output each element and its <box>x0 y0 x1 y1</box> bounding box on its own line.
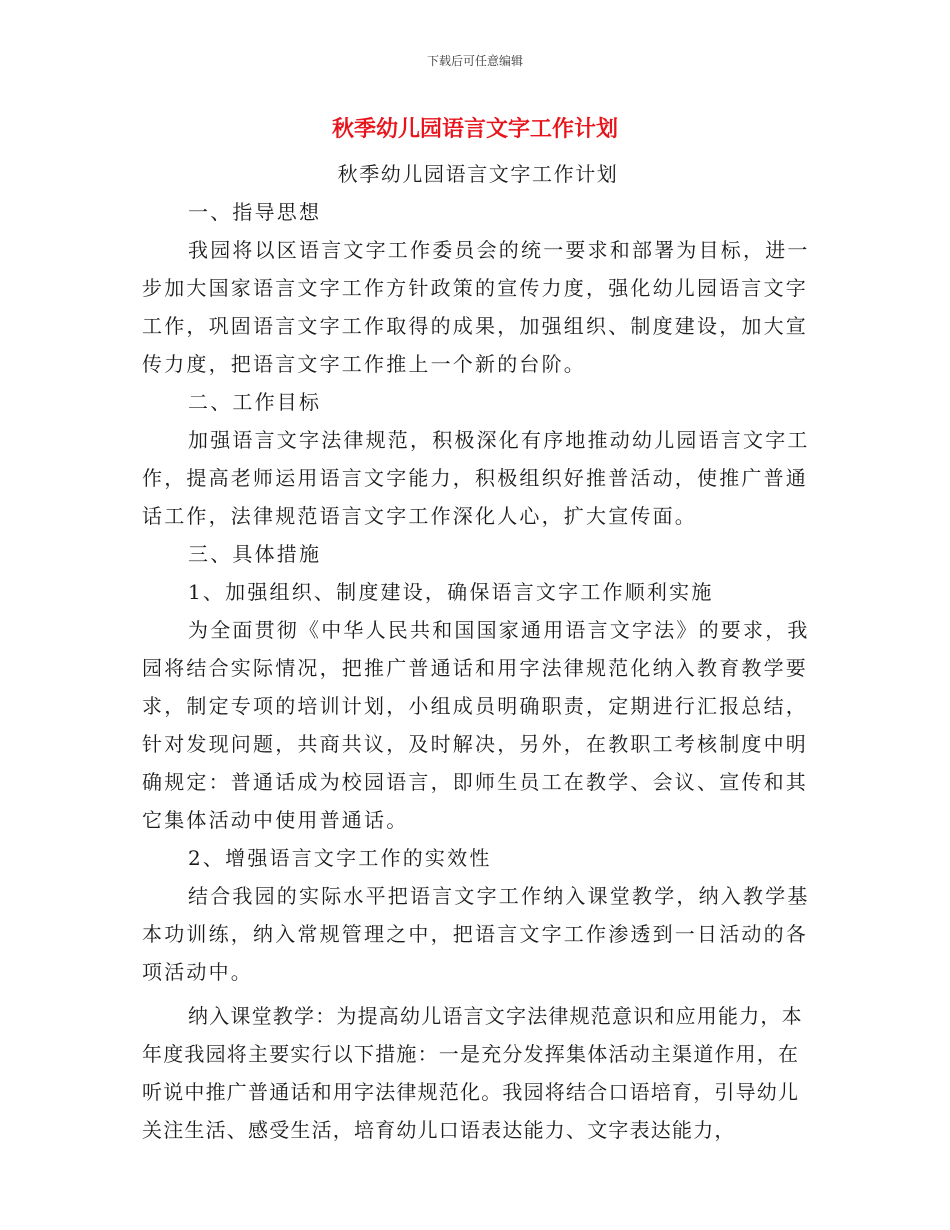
section-heading-specific-measures: 三、具体措施 <box>188 542 322 566</box>
section-heading-guiding-ideology: 一、指导思想 <box>188 200 322 224</box>
document-subtitle: 秋季幼儿园语言文字工作计划 <box>337 162 619 186</box>
subheading-effectiveness: 2、增强语言文字工作的实效性 <box>188 846 492 870</box>
subheading-organization: 1、加强组织、制度建设，确保语言文字工作顺利实施 <box>188 580 714 604</box>
section-heading-work-goals: 二、工作目标 <box>188 390 322 414</box>
paragraph-classroom-teaching: 纳入课堂教学：为提高幼儿语言文字法律规范意识和应用能力，本年度我园将主要实行以下措施：一是充分发挥集体活动主渠道作用，在听说中推广普通话和用字法律规范化。我园将结合口语培育，引导幼儿关注生活、感受生活，培育幼儿口语表达能力、文字表达能力， <box>142 1004 803 1142</box>
header-note: 下载后可任意编辑 <box>426 54 523 68</box>
paragraph-organization: 为全面贯彻《中华人民共和国国家通用语言文字法》的要求，我园将结合实际情况，把推广普通话和用字法律规范化纳入教育教学要求，制定专项的培训计划，小组成员明确职责，定期进行汇报总结，针对发现问题，共商共议，及时解决，另外，在教职工考核制度中明确规定：普通话成为校园语言，即师生员工在教学、会议、宣传和其它集体活动中使用普通话。 <box>142 618 810 832</box>
document-title: 秋季幼儿园语言文字工作计划 <box>331 116 618 142</box>
paragraph-effectiveness: 结合我园的实际水平把语言文字工作纳入课堂教学，纳入教学基本功训练，纳入常规管理之中，把语言文字工作渗透到一日活动的各项活动中。 <box>142 884 810 984</box>
paragraph-work-goals: 加强语言文字法律规范，积极深化有序地推动幼儿园语言文字工作，提高老师运用语言文字能力，积极组织好推普活动，使推广普通话工作，法律规范语言文字工作深化人心，扩大宣传面。 <box>142 428 810 528</box>
paragraph-guiding-ideology: 我园将以区语言文字工作委员会的统一要求和部署为目标，进一步加大国家语言文字工作方针政策的宣传力度，强化幼儿园语言文字工作，巩固语言文字工作取得的成果，加强组织、制度建设，加大宣传力度，把语言文字工作推上一个新的台阶。 <box>142 238 810 376</box>
document-body <box>142 155 814 1149</box>
